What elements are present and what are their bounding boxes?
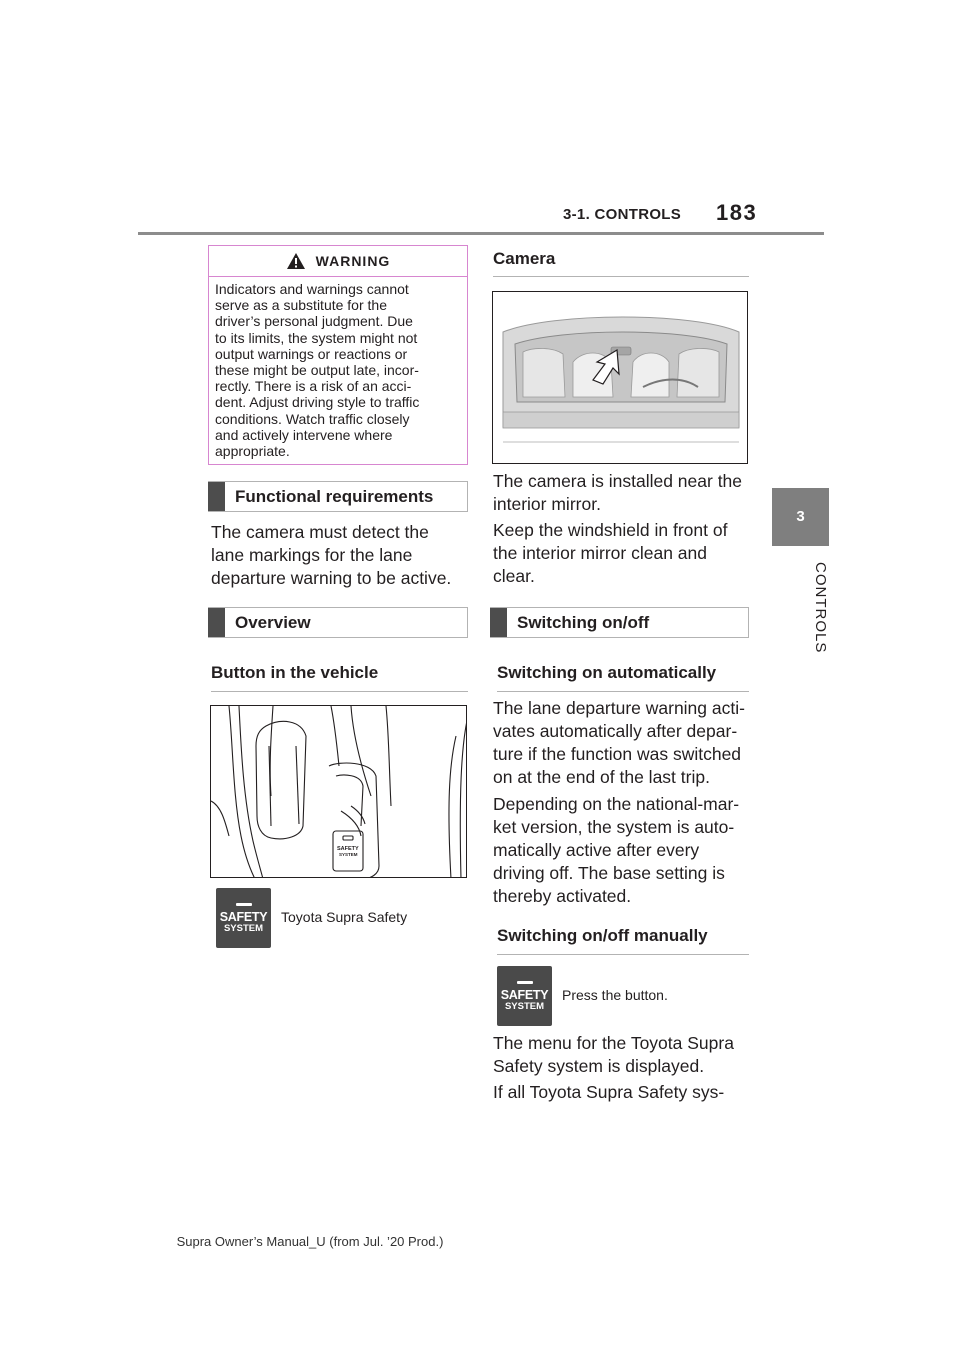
press-button-caption: Press the button. <box>562 987 668 1003</box>
page-footer: Supra Owner’s Manual_U (from Jul. ’20 Prod.) <box>176 1234 444 1249</box>
center-console-figure <box>210 705 467 878</box>
text-line: thereby activated. <box>493 886 632 906</box>
warning-line: Indicators and warnings cannot <box>215 281 409 297</box>
warning-header <box>209 246 467 277</box>
warning-line: appropriate. <box>215 443 290 460</box>
warning-line: rectly. There is a risk of an acci- <box>215 378 412 395</box>
heading-camera: Camera <box>493 249 749 277</box>
text-line: on at the end of the last trip. <box>493 767 710 787</box>
heading-switching-on-off: Switching on/off <box>490 607 749 638</box>
warning-line: these might be output late, incor- <box>215 362 419 379</box>
text-line: The camera must detect the <box>211 522 429 542</box>
heading-switching-on-off-manually: Switching on/off manually <box>497 926 749 955</box>
text-line: departure warning to be active. <box>211 568 452 588</box>
center-console-illustration <box>211 706 467 878</box>
heading-button-in-vehicle: Button in the vehicle <box>211 663 468 692</box>
auto-text-2 <box>493 793 755 908</box>
text-line: Safety system is displayed. <box>493 1056 705 1076</box>
warning-triangle-icon <box>286 252 306 270</box>
page-number: 183 <box>716 200 758 225</box>
safety-system-button-icon: SAFETY SYSTEM <box>497 966 552 1026</box>
warning-line: and actively intervene where <box>215 426 393 443</box>
manual-text-2 <box>493 1081 755 1104</box>
warning-line: conditions. Watch traffic closely <box>215 410 410 427</box>
text-line: the interior mirror clean and <box>493 543 707 563</box>
heading-functional-requirements: Functional requirements <box>208 481 468 512</box>
section-title: 3-1. CONTROLS <box>563 206 682 223</box>
text-line: Keep the windshield in front of <box>493 520 728 540</box>
text-line: interior mirror. <box>493 494 601 514</box>
header-rule <box>138 232 824 235</box>
figure-system-label: SYSTEM <box>339 852 358 857</box>
windshield-interior-illustration <box>493 292 748 464</box>
text-line: matically active after every <box>493 840 700 860</box>
chapter-number: 3 <box>796 508 805 525</box>
text-line: The lane departure warning acti- <box>493 698 745 718</box>
warning-line: to its limits, the system might not <box>215 329 418 346</box>
warning-line: driver’s personal judgment. Due <box>215 313 413 330</box>
camera-text-1 <box>493 470 753 516</box>
warning-title: WARNING <box>315 253 391 269</box>
text-line: Depending on the national-mar- <box>493 794 740 814</box>
text-line: lane markings for the lane <box>211 545 413 565</box>
button-caption: Toyota Supra Safety <box>281 909 408 925</box>
text-line: driving off. The base setting is <box>493 863 725 883</box>
auto-text-1 <box>493 697 755 789</box>
manual-text-1 <box>493 1032 755 1078</box>
camera-figure <box>492 291 748 464</box>
text-line: ture if the function was switched <box>493 744 742 764</box>
text-line: vates automatically after depar- <box>493 721 738 741</box>
heading-overview: Overview <box>208 607 468 638</box>
text-line: The menu for the Toyota Supra <box>493 1033 734 1053</box>
text-line: ket version, the system is auto- <box>493 817 735 837</box>
figure-safety-label: SAFETY <box>337 846 359 852</box>
warning-line: output warnings or reactions or <box>215 345 408 362</box>
warning-text <box>215 281 463 459</box>
chapter-label: CONTROLS <box>812 562 829 654</box>
text-line: If all Toyota Supra Safety sys- <box>493 1082 725 1102</box>
safety-system-button-icon: SAFETY SYSTEM <box>216 888 271 948</box>
text-line: clear. <box>493 566 535 586</box>
functional-requirements-text <box>211 521 471 590</box>
text-line: The camera is installed near the <box>493 471 743 491</box>
heading-switching-on-automatically: Switching on automatically <box>497 663 749 692</box>
warning-line: dent. Adjust driving style to traffic <box>215 394 420 411</box>
warning-line: serve as a substitute for the <box>215 297 387 314</box>
camera-text-2 <box>493 519 753 588</box>
